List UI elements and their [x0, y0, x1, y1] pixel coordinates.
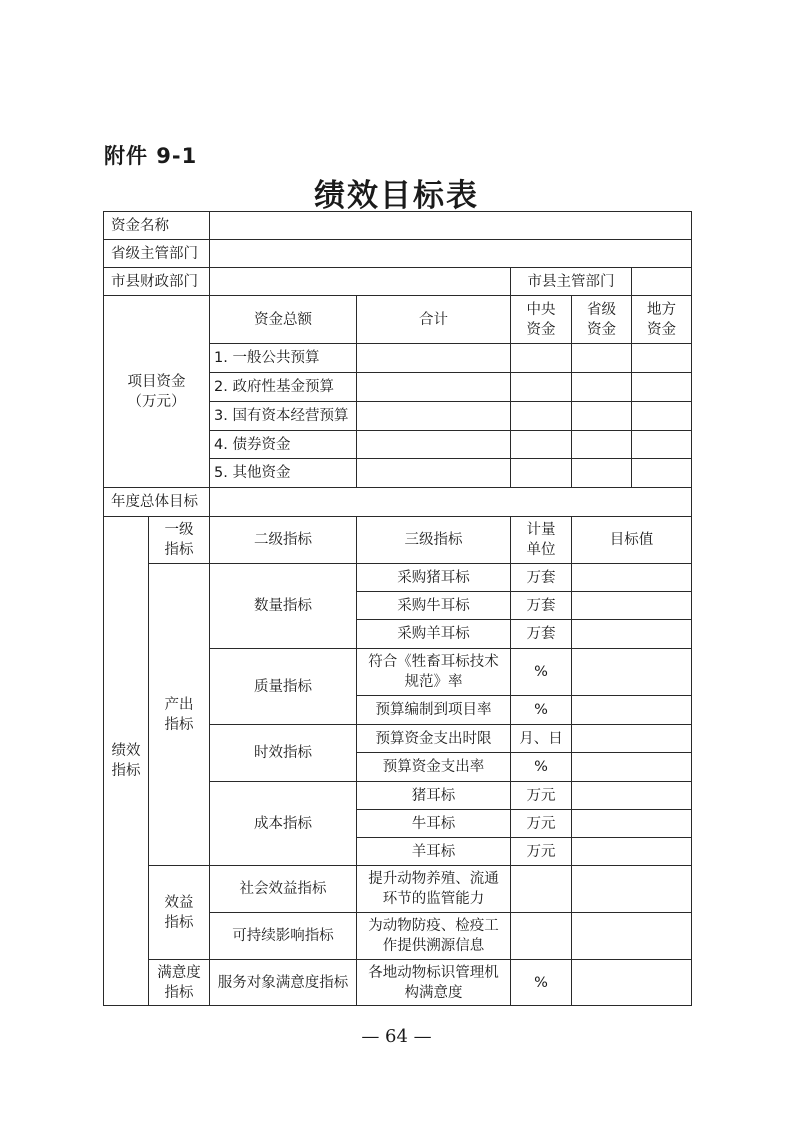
target-value-cell[interactable] — [572, 960, 692, 1006]
cost-indicator: 成本指标 — [210, 782, 357, 866]
target-value-cell[interactable] — [572, 620, 692, 649]
level2-header: 二级指标 — [210, 517, 357, 564]
social-benefit-indicator: 社会效益指标 — [210, 866, 357, 913]
city-dept-value[interactable] — [632, 268, 692, 296]
city-finance-value[interactable] — [210, 268, 511, 296]
indicator-name: 符合《牲畜耳标技术 规范》率 — [357, 649, 511, 696]
indicator-name: 猪耳标 — [357, 782, 511, 810]
fund-cell[interactable] — [632, 459, 692, 488]
benefit-indicator-label: 效益 指标 — [149, 866, 210, 960]
fund-cell[interactable] — [357, 431, 511, 459]
target-value-cell[interactable] — [572, 782, 692, 810]
indicator-name: 羊耳标 — [357, 838, 511, 866]
service-satisfaction-indicator: 服务对象满意度指标 — [210, 960, 357, 1006]
fund-cell[interactable] — [511, 459, 572, 488]
indicator-name: 为动物防疫、检疫工 作提供溯源信息 — [357, 913, 511, 960]
target-value-cell[interactable] — [572, 838, 692, 866]
fund-cell[interactable] — [572, 459, 632, 488]
fund-cell[interactable] — [357, 459, 511, 488]
indicator-unit: 万元 — [511, 810, 572, 838]
target-value-cell[interactable] — [572, 564, 692, 592]
indicator-name: 预算编制到项目率 — [357, 696, 511, 725]
level3-header: 三级指标 — [357, 517, 511, 564]
target-header: 目标值 — [572, 517, 692, 564]
indicator-unit: 万元 — [511, 782, 572, 810]
indicator-name: 采购牛耳标 — [357, 592, 511, 620]
target-value-cell[interactable] — [572, 592, 692, 620]
indicator-unit: 月、日 — [511, 725, 572, 753]
target-value-cell[interactable] — [572, 753, 692, 782]
fund-row-label: 2. 政府性基金预算 — [210, 373, 357, 402]
indicator-name: 牛耳标 — [357, 810, 511, 838]
city-finance-label: 市县财政部门 — [104, 268, 210, 296]
target-value-cell[interactable] — [572, 913, 692, 960]
indicator-name: 预算资金支出时限 — [357, 725, 511, 753]
fund-name-label: 资金名称 — [104, 212, 210, 240]
indicator-name: 各地动物标识管理机 构满意度 — [357, 960, 511, 1006]
fund-cell[interactable] — [632, 431, 692, 459]
indicator-unit: 万套 — [511, 592, 572, 620]
local-funds-header: 地方 资金 — [632, 296, 692, 344]
indicator-unit: % — [511, 960, 572, 1006]
fund-row-label: 4. 债券资金 — [210, 431, 357, 459]
city-dept-label: 市县主管部门 — [511, 268, 632, 296]
page-number: — 64 — — [361, 1026, 432, 1047]
indicator-name: 采购羊耳标 — [357, 620, 511, 649]
unit-header: 计量 单位 — [511, 517, 572, 564]
attachment-label: 附件 9-1 — [104, 144, 198, 168]
output-indicator-label: 产出 指标 — [149, 564, 210, 866]
indicator-name: 采购猪耳标 — [357, 564, 511, 592]
indicator-name: 预算资金支出率 — [357, 753, 511, 782]
fund-row-label: 1. 一般公共预算 — [210, 344, 357, 373]
fund-cell[interactable] — [511, 431, 572, 459]
indicator-unit: % — [511, 753, 572, 782]
sustainability-indicator: 可持续影响指标 — [210, 913, 357, 960]
target-value-cell[interactable] — [572, 649, 692, 696]
fund-cell[interactable] — [632, 402, 692, 431]
indicator-name: 提升动物养殖、流通 环节的监管能力 — [357, 866, 511, 913]
indicator-unit: 万元 — [511, 838, 572, 866]
provincial-funds-header: 省级 资金 — [572, 296, 632, 344]
fund-cell[interactable] — [511, 402, 572, 431]
subtotal-header: 合计 — [357, 296, 511, 344]
fund-row-label: 5. 其他资金 — [210, 459, 357, 488]
level1-header: 一级 指标 — [149, 517, 210, 564]
fund-cell[interactable] — [357, 373, 511, 402]
fund-total-header: 资金总额 — [210, 296, 357, 344]
indicator-unit: % — [511, 696, 572, 725]
fund-cell[interactable] — [357, 402, 511, 431]
target-value-cell[interactable] — [572, 696, 692, 725]
quantity-indicator: 数量指标 — [210, 564, 357, 649]
indicator-unit: 万套 — [511, 564, 572, 592]
indicator-unit — [511, 866, 572, 913]
fund-cell[interactable] — [357, 344, 511, 373]
project-funds-label: 项目资金 （万元） — [104, 296, 210, 488]
annual-goal-label: 年度总体目标 — [104, 488, 210, 517]
fund-cell[interactable] — [572, 402, 632, 431]
target-value-cell[interactable] — [572, 810, 692, 838]
target-value-cell[interactable] — [572, 866, 692, 913]
fund-row-label: 3. 国有资本经营预算 — [210, 402, 357, 431]
provincial-dept-value[interactable] — [210, 240, 692, 268]
fund-cell[interactable] — [572, 431, 632, 459]
fund-cell[interactable] — [572, 373, 632, 402]
target-value-cell[interactable] — [572, 725, 692, 753]
fund-cell[interactable] — [511, 373, 572, 402]
fund-cell[interactable] — [632, 373, 692, 402]
central-funds-header: 中央 资金 — [511, 296, 572, 344]
annual-goal-value[interactable] — [210, 488, 692, 517]
indicator-unit: 万套 — [511, 620, 572, 649]
performance-indicator-label: 绩效 指标 — [104, 517, 149, 1006]
satisfaction-indicator-label: 满意度 指标 — [149, 960, 210, 1006]
fund-name-value[interactable] — [210, 212, 692, 240]
timeliness-indicator: 时效指标 — [210, 725, 357, 782]
fund-cell[interactable] — [511, 344, 572, 373]
fund-cell[interactable] — [632, 344, 692, 373]
fund-cell[interactable] — [572, 344, 632, 373]
provincial-dept-label: 省级主管部门 — [104, 240, 210, 268]
indicator-unit — [511, 913, 572, 960]
indicator-unit: % — [511, 649, 572, 696]
page-title: 绩效目标表 — [314, 178, 479, 214]
performance-target-table — [103, 211, 692, 1006]
quality-indicator: 质量指标 — [210, 649, 357, 725]
